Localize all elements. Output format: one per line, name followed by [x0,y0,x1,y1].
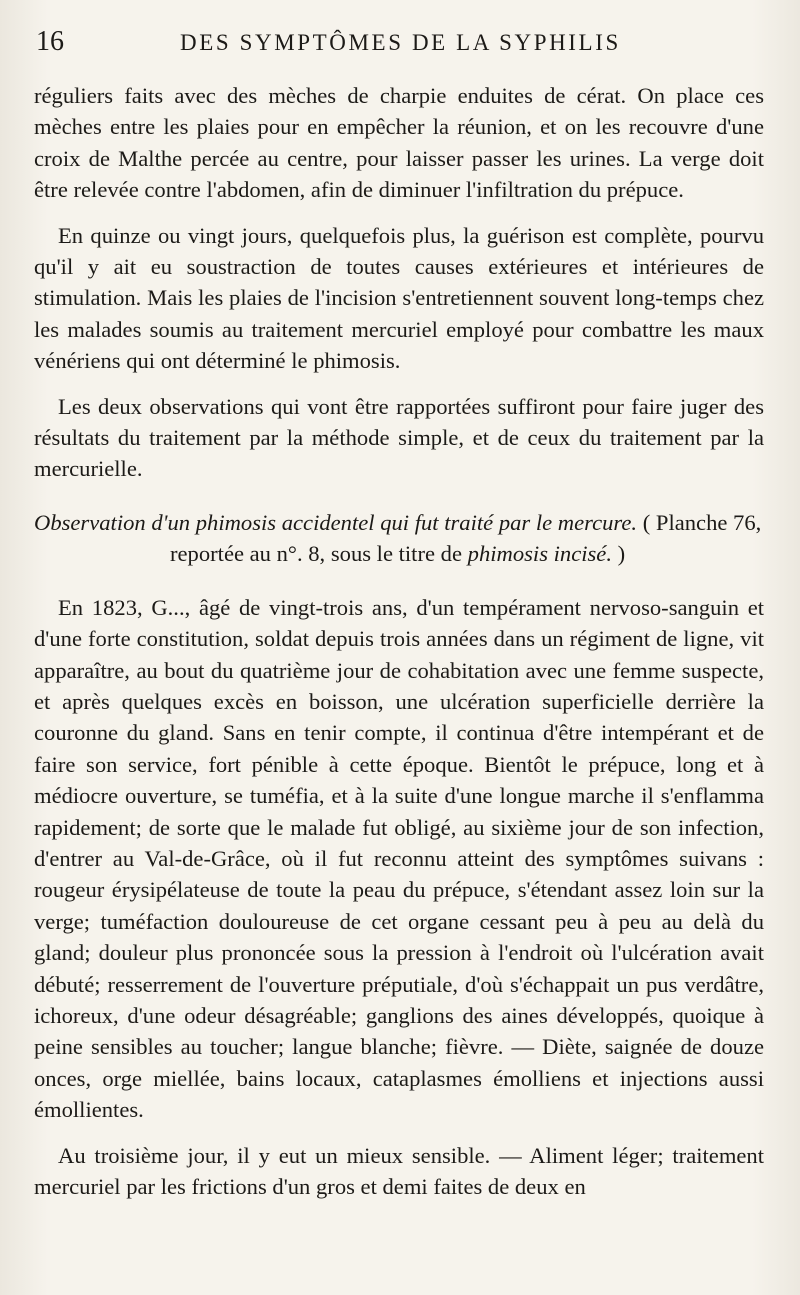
observation-title-italic: Observation d'un phimosis accidentel qui fut traité par le mercure. [34,509,638,535]
observation-title-line2 [34,538,764,569]
observation-title-italic-2: phimosis incisé. [467,541,612,567]
paragraph-healing: En quinze ou vingt jours, quelquefois plus, la guérison est complète, pourvu qu'il y ait eu soustraction de toutes causes extérieures et intérieures de stimulation. Mais les plaies de l'incision s'entretiennent souvent long-temps chez les malades soumis au traitement mercuriel employé pour combattre les maux vénériens qui ont déterminé le phimosis. [34,222,764,374]
paragraph-observations-intro: Les deux observations qui vont être rapportées suffiront pour faire juger des résultats du traitement par la méthode simple, et de ceux du traitement par la mercurielle. [34,393,764,482]
body-text [34,80,764,1202]
observation-title-close: ) [612,541,626,567]
observation-title-reference: reportée au n°. 8, sous le titre de [170,541,468,567]
running-head [34,26,764,66]
paragraph-third-day: Au troisième jour, il y eut un mieux sensible. — Aliment léger; traitement mercuriel par les frictions d'un gros et demi faites de deux en [34,1142,764,1199]
observation-title-plate: ( Planche 76, [637,509,762,535]
paragraph-continuation: réguliers faits avec des mèches de charpie enduites de cérat. On place ces mèches entre les plaies pour en empêcher la réunion, et on les recouvre d'une croix de Malthe percée au centre, pour laisser passer les urines. La verge doit être relevée contre l'abdomen, afin de diminuer l'infiltration du prépuce. [34,83,764,203]
running-title: DES SYMPTÔMES DE LA SYPHILIS [180,30,621,55]
paragraph-case-history: En 1823, G..., âgé de vingt-trois ans, d'un tempérament nervoso-sanguin et d'une forte constitution, soldat depuis trois années dans un régiment de ligne, vit apparaître, au bout du quatrième jour de cohabitation avec une femme suspecte, et après quelques excès en boisson, une ulcération superficielle derrière la couronne du gland. Sans en tenir compte, il continua d'être intempérant et de faire son service, fort pénible à cette époque. Bientôt le prépuce, long et à médiocre ouverture, se tuméfia, et à la suite d'une longue marche il s'enflamma rapidement; de sorte que le malade fut obligé, au sixième jour de son infection, d'entrer au Val-de-Grâce, où il fut reconnu atteint des symptômes suivans : rougeur érysipélateuse de toute la peau du prépuce, s'étendant assez loin sur la verge; tuméfaction douloureuse de cet organe cessant peu à peu au delà du gland; douleur plus prononcée sous la pression à l'endroit où l'ulcération avait débuté; resserrement de l'ouverture préputiale, d'où s'échappait un pus verdâtre, ichoreux, d'une odeur désagréable; ganglions des aines développés, quoique à peine sensibles au toucher; langue blanche; fièvre. — Diète, saignée de douze onces, orge miellée, bains locaux, cataplasmes émolliens et injections aussi émollientes. [34,594,764,1123]
observation-title [34,507,764,570]
page-number: 16 [36,26,64,57]
